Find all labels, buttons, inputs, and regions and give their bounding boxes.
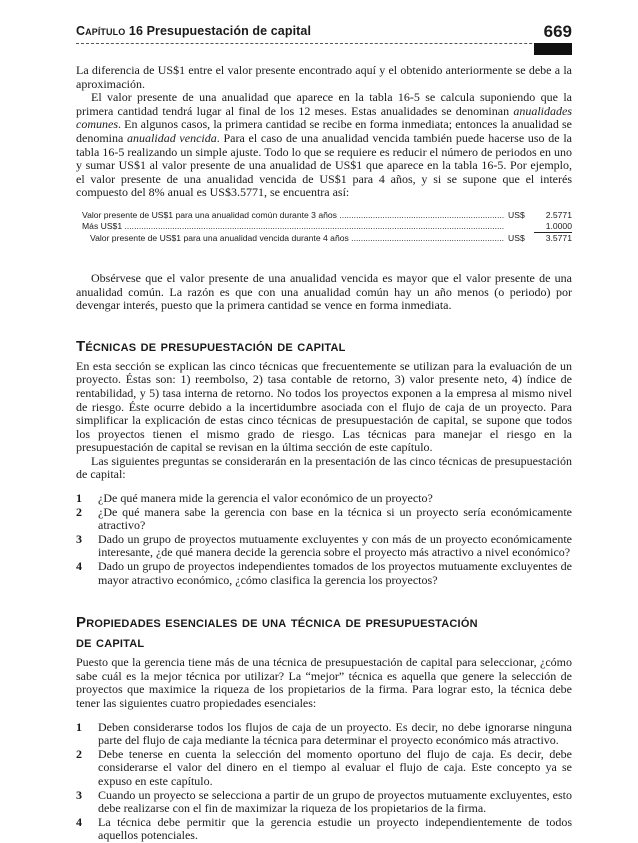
item-text: Cuando un proyecto se selecciona a partir de un grupo de proyectos mutuamente excluyentes, esto debe realizarse con el fin de maximizar la riqueza de los propietarios de la firma. [98,787,572,816]
section-heading [76,337,572,357]
section-title: Técnicas de presupuestación de capital [76,337,346,355]
header-rule [76,43,572,44]
text-run: . En algunos casos, la primera cantidad se recibe en forma inmediata; entonces la anualidad se denomina [76,117,572,145]
item-number: 1 [76,719,82,734]
item-number: 1 [76,491,82,506]
calc-currency: US$ [508,209,525,220]
paragraph: Puesto que la gerencia tiene más de una técnica de presupuestación de capital para seleccionar, ¿cómo sabe cuál es la mejor técnica por utilizar? La “mejor” técnica es aquella que genere la selección de proyectos que maximice la riqueza de los propietarios de la firma. Para lograr esto, la técnica debe tener las siguientes cuatro propiedades esenciales: [76,655,572,710]
calc-row [82,210,572,221]
chapter-title: 16 Presupuestación de capital [128,24,312,38]
calc-value: 3.5771 [545,232,572,243]
calc-desc: Valor presente de US$1 para una anualidad común durante 3 años ..... [82,210,504,221]
calc-value: 1.0000 [534,221,572,233]
page-body [76,64,572,843]
item-number: 2 [76,504,82,519]
paragraph: La diferencia de US$1 entre el valor presente encontrado aquí y el obtenido anteriormente se debe a la aproximación. [76,63,572,91]
calc-row [82,233,572,244]
list-item [76,748,572,789]
calc-desc: Más US$1 ..... [82,221,504,232]
item-text: Dado un grupo de proyectos independientes tomados de los proyectos mutuamente excluyentes de mayor atractivo económico, ¿cómo clasifica la gerencia los proyectos? [98,559,572,587]
list-item [76,789,572,816]
page-header [76,24,572,44]
item-text: ¿De qué manera sabe la gerencia con base en la técnica si un proyecto sería económicamente atractivo? [98,504,572,533]
item-number: 2 [76,746,82,761]
list-item [76,721,572,748]
list-item [76,506,572,533]
calc-currency: US$ [508,232,525,243]
question-list [76,492,572,587]
item-text: Dado un grupo de proyectos mutuamente excluyentes y con más de un proyecto económicamente interesante, ¿de qué manera decide la gerencia sobre el proyecto más atractivo a nivel económico? [98,531,572,560]
calc-row [82,221,572,233]
calc-desc: Valor presente de US$1 para una anualidad vencida durante 4 años ..... [82,233,504,244]
paragraph [76,91,572,200]
item-number: 3 [76,531,82,546]
item-text: Debe tenerse en cuenta la selección del momento oportuno del flujo de caja. Es decir, debe considerarse el valor del dinero en el tiempo al evaluar el flujo de caja. Este concepto ya se expuso en este capítulo. [98,746,572,788]
calc-value: 2.5771 [545,209,572,220]
item-number: 4 [76,814,82,829]
item-text: La técnica debe permitir que la gerencia estudie un proyecto independientemente de todos aquellos potenciales. [98,814,572,843]
property-list [76,721,572,843]
item-text: ¿De qué manera mide la gerencia el valor económico de un proyecto? [98,491,433,506]
list-item [76,533,572,560]
paragraph: Las siguientes preguntas se considerarán en la presentación de las cinco técnicas de presupuestación de capital: [76,453,572,482]
calculation-block [82,210,572,244]
paragraph: Obsérvese que el valor presente de una anualidad vencida es mayor que el valor presente de una anualidad común. La razón es que con una anualidad común hay un año menos (o periodo) por devengar interés, puesto que la primera cantidad se vence en forma inmediata. [76,270,572,313]
text-run: El valor presente de una anualidad que aparece en la tabla 16-5 se calcula suponiendo que la primera cantidad tendrá lugar al final de los 12 meses. Estas anualidades se denominan [76,90,572,118]
item-number: 4 [76,559,82,574]
text-run: . Para el caso de una anualidad vencida también puede hacerse uso de la tabla 16-5 realizando un simple ajuste. Todo lo que se requiere es reducir el número de periodos en uno y sumar US$1 al valor presente de una anualidad de US$1 que aparece en la tabla 16-5. Por ejemplo, el valor presente de una anualidad vencida de US$1 para 4 años, y si se supone que el interés compuesto del 8% anual es US$3.5771, se encuentra así: [76,130,572,200]
section-heading [76,613,572,653]
section-title-line: de capital [76,634,145,652]
list-item [76,492,572,506]
item-number: 3 [76,787,82,802]
chapter-word: Capítulo [76,24,126,38]
section-title-line: Propiedades esenciales de una técnica de presupuestación [76,614,478,632]
item-text: Deben considerarse todos los flujos de caja de un proyecto. Es decir, no debe ignorarse ninguna parte del flujo de caja mediante la técnica para determinar el proyecto económico más atractivo. [98,719,572,748]
page-thumb-tab [534,43,572,55]
chapter-heading [76,24,311,38]
page-number: 669 [543,22,572,41]
term-italic: anualidades comunes [76,103,572,132]
list-item [76,560,572,587]
paragraph: En esta sección se explican las cinco técnicas que frecuentemente se utilizan para la evaluación de un proyecto. Éstas son: 1) reembolso, 2) tasa contable de retorno, 3) valor presente neto, 4) índice de rentabilidad, y 5) tasa interna de retorno. No todos los proyectos exponen a la empresa al mismo nivel de riesgo. Éste ocurre debido a la incertidumbre asociada con el flujo de caja de un proyecto. Para simplificar la explicación de estas cinco técnicas de presupuestación de capital, se supone que todos los proyectos tienen el mismo grado de riesgo. Las técnicas para manejar el riesgo en la presupuestación de capital se revisan en la última sección de este capítulo. [76,358,572,455]
list-item [76,816,572,843]
term-italic: anualidad vencida [127,130,217,145]
